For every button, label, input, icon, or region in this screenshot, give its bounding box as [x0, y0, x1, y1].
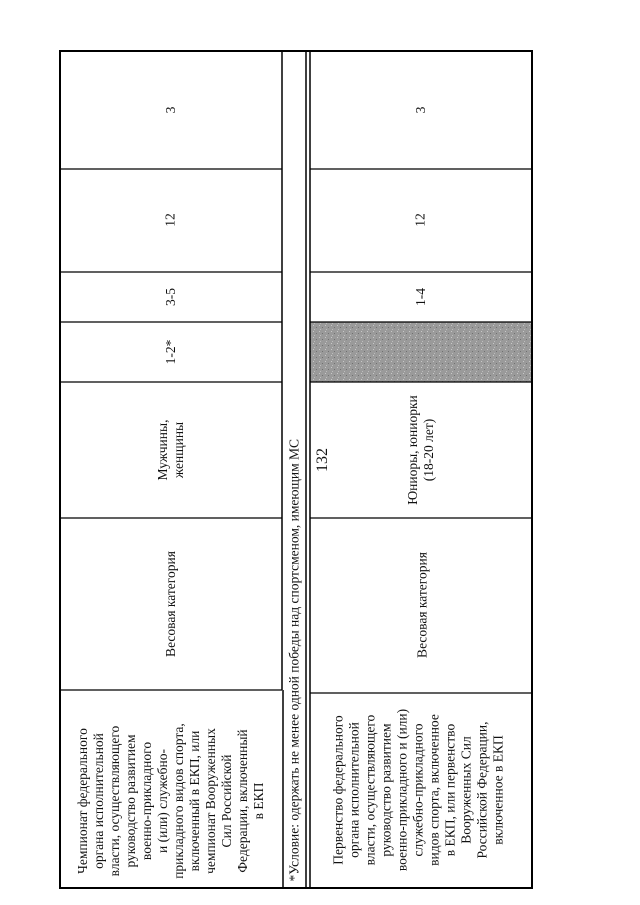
- row2-discipline-cell: [312, 518, 534, 693]
- row1-place-b: 3-5: [163, 288, 178, 306]
- row2-event-text: Первенство федерального органа исполнительной власти, осуществляющего руководство развитием военно-прикладного и (или) служебно-прикладного видов спорта, включенное в ЕКП, или первенство Вооруженных Сил Российской Федерации, включенное в ЕКП: [330, 708, 506, 872]
- row1-discipline: Весовая категория: [163, 551, 178, 657]
- page-number: 132: [314, 448, 331, 472]
- row1-bouts-cell: [60, 51, 282, 169]
- row2-event-cell: [308, 693, 530, 888]
- row1-place-a: 1-2*: [163, 339, 178, 365]
- row1-event-text: Чемпионат федерального органа исполнительной власти, осуществляющего руководство развитием военно-прикладного и (или) служебно- прикладного видов спорта, включенный в ЕКП, или чемпионат Вооруженных Сил Российской Федерации, включенный в ЕКП: [75, 723, 266, 879]
- row1-discipline-cell: [60, 518, 282, 690]
- row1-participants-cell: [60, 169, 282, 272]
- footnote: *Условие: одержать не менее одной победы над спортсменом, имеющим МС: [286, 438, 302, 882]
- row2-bouts-cell: [310, 51, 532, 169]
- row2-place-b-cell: [310, 272, 532, 322]
- row2-bouts: 3: [413, 106, 428, 114]
- row1-place-b-cell: [60, 272, 282, 322]
- row1-group-cell: [60, 382, 282, 518]
- row2-group-line1: Юниоры, юниорки: [405, 395, 420, 505]
- row1-participants: 12: [162, 213, 178, 227]
- row1-group-line2: женщины: [171, 421, 186, 479]
- row2-group-cell: [310, 382, 532, 518]
- row2-participants-cell: [310, 169, 532, 272]
- shaded-cell: [310, 322, 532, 382]
- row1-bouts: 3: [163, 106, 178, 114]
- row2-group-line2: (18-20 лет): [421, 418, 436, 482]
- row1-group-line1: Мужчины,: [155, 419, 170, 481]
- row1-event-cell: [60, 702, 282, 900]
- row2-participants: 12: [412, 213, 428, 227]
- footnote-cell: [283, 53, 307, 890]
- row1-place-a-cell: [60, 322, 282, 382]
- row2-discipline: Весовая категория: [414, 552, 430, 658]
- row2-place-b: 1-4: [413, 288, 428, 306]
